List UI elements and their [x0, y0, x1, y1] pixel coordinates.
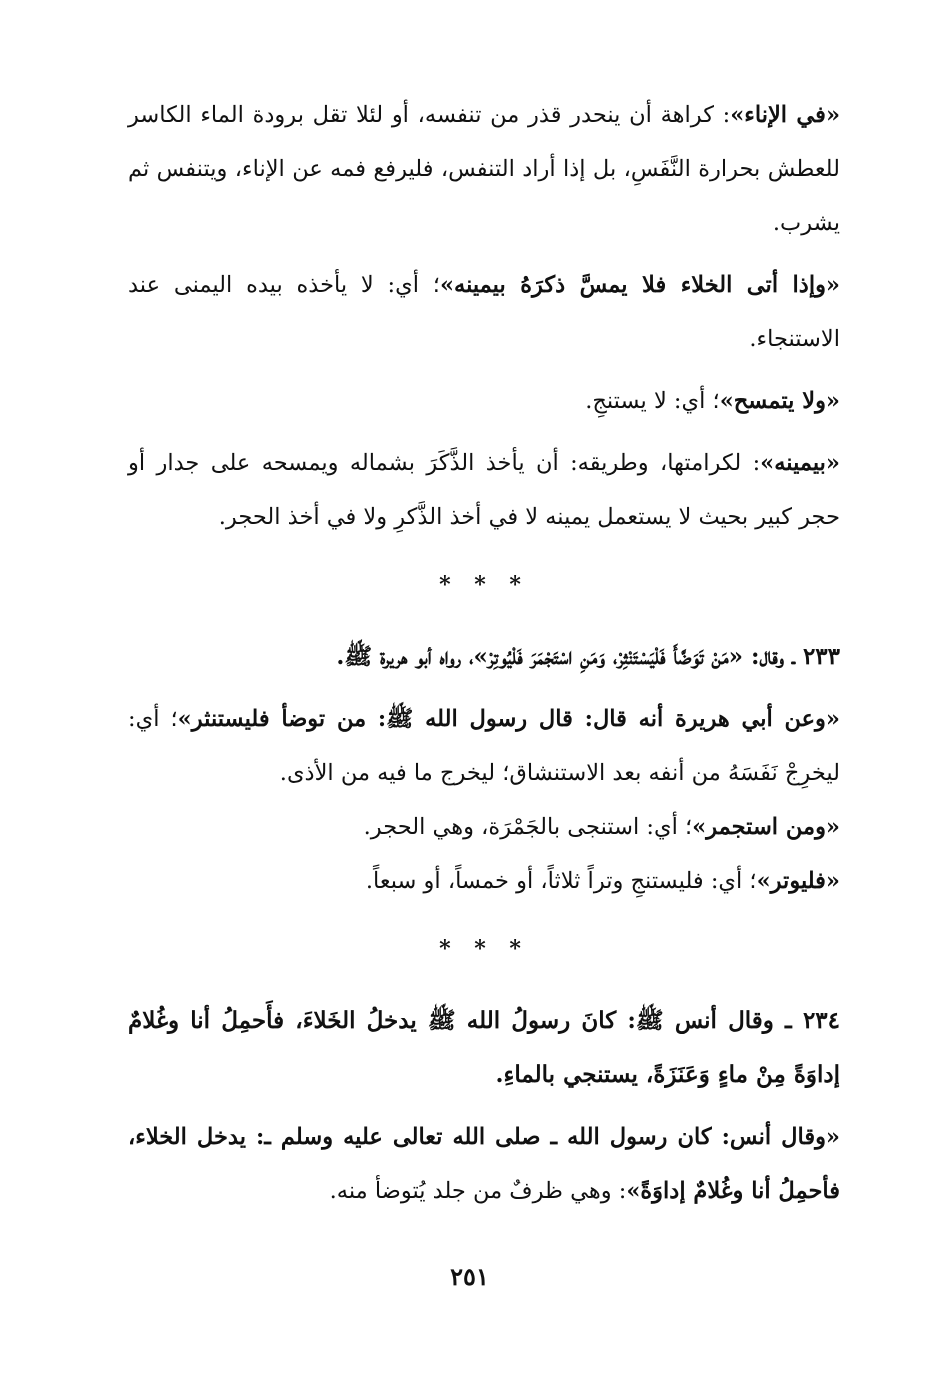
lemma: «فليوتر»	[756, 868, 840, 894]
explanation: : كراهة أن ينحدر قذر من تنفسه، أو لئلا تقل برودة الماء الكاسر للعطش بحرارة النَّفَسِ، بل إذا أراد التنفس، فليرفع فمه عن الإناء، ويتنفس ثم يشرب.	[128, 102, 840, 236]
explanation: ؛ أي: ليخرِجْ نَفَسَهُ من أنفه بعد الاستنشاق؛ ليخرج ما فيه من الأذى.	[128, 706, 840, 786]
paragraph-3	[128, 374, 840, 428]
paragraph-4	[128, 436, 840, 544]
explanation: ؛ أي: لا يأخذه بيده اليمنى عند الاستنجاء.	[128, 272, 840, 352]
hadith-233: ٢٣٣ ـ وقال: «مَنْ تَوَضَّأَ فَلْيَسْتَنْثِرْ، وَمَنِ اسْتَجْمَرَ فَلْيُوتِرْ»، رواه أبو هريرة ﷺ.	[336, 643, 840, 670]
explanation: ؛ أي: لا يستنجِ.	[585, 388, 720, 414]
explanation: ؛ أي: فليستنجِ وتراً ثلاثاً، أو خمساً، أو سبعاً.	[365, 868, 757, 894]
commentary-234-1	[128, 1110, 840, 1218]
commentary-233-2	[128, 800, 840, 854]
section-separator: * * *	[439, 572, 529, 598]
lemma: «بيمينه»	[760, 450, 840, 476]
commentary-233-3	[128, 854, 840, 908]
lemma: «وقال أنس: كان رسول الله ـ صلى الله تعالى عليه وسلم ـ: يدخل الخلاء، فأحمِلُ أنا وغُلامٌ إداوَةً»	[128, 1124, 840, 1204]
paragraph-1	[128, 88, 840, 250]
commentary-233-1	[128, 692, 840, 800]
lemma: «ولا يتمسح»	[719, 388, 840, 414]
explanation: : لكرامتها، وطريقه: أن يأخذ الذَّكَرَ بشماله ويمسحه على جدار أو حجر كبير بحيث لا يستعمل يمينه لا في أخذ الذَّكرِ ولا في أخذ الحجر.	[128, 450, 840, 530]
lemma: «ومن استجمر»	[692, 814, 840, 840]
explanation: : وهي ظرفٌ من جلد يُتوضأ منه.	[329, 1178, 627, 1204]
lemma: «وإذا أتى الخلاء فلا يمسَّ ذكرَهُ بيمينه»	[439, 272, 840, 298]
page-content	[128, 88, 840, 1218]
lemma: «في الإناء»	[730, 102, 841, 128]
section-separator: * * *	[439, 936, 529, 962]
page-number: ٢٥١	[450, 1262, 489, 1291]
paragraph-2	[128, 258, 840, 366]
hadith-234: ٢٣٤ ـ وقال أنس ﷺ: كانَ رسولُ الله ﷺ يدخلُ الخَلاءَ، فأَحمِلُ أنا وغُلامٌ إداوَةً مِنْ ماءٍ وَعَنَزَةً، يستنجي بالماءِ.	[128, 1007, 840, 1088]
lemma: «وعن أبي هريرة أنه قال: قال رسول الله ﷺ: من توضأ فليستنثر»	[177, 706, 840, 732]
explanation: ؛ أي: استنجى بالجَمْرَة، وهي الحجر.	[363, 814, 693, 840]
